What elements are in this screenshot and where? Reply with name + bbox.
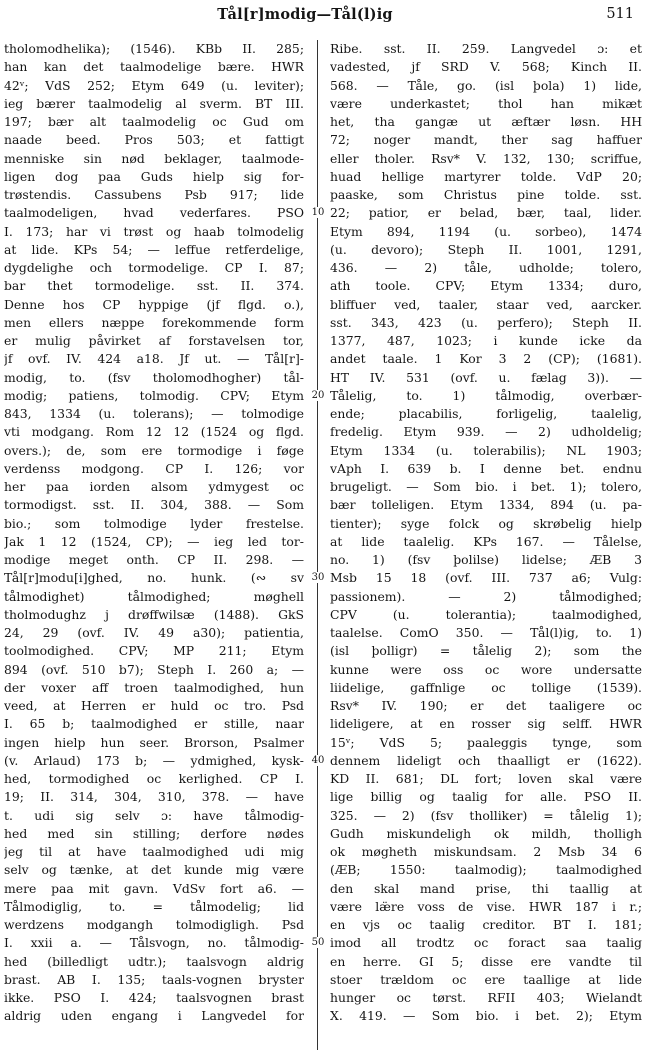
text-line: bær tolleligen. Etym 1334, 894 (u. pa- <box>330 497 642 513</box>
text-line: er mulig påvirket af forstavelsen tor, <box>4 333 304 348</box>
text-line: ath toole. CPV; Etym 1334; duro, <box>330 278 642 294</box>
text-line: hunger oc tørst. RFII 403; Wielandt <box>330 990 642 1005</box>
text-line: ok møgheth miskundsam. 2 Msb 34 6 <box>330 844 642 859</box>
text-line: bliffuer ved, taaler, staar ved, aarcker. <box>330 296 642 312</box>
text-line: være læ̈re voss de vise. HWR 187 i r.; <box>330 898 642 914</box>
text-line: vAph I. 639 b. I denne bet. endnu <box>330 460 642 476</box>
text-line: eller tholer. Rsv* V. 132, 130; scriffue, <box>330 150 642 166</box>
text-line: dennem lideligt och thaalligt er (1622). <box>330 752 642 768</box>
line-number-marker: 50 <box>307 937 329 948</box>
text-line: bio.; som tolmodige lyder frestelse. <box>4 515 304 531</box>
text-line: den skal mand prise, thi taallig at <box>330 880 642 896</box>
page-number: 511 <box>606 6 634 22</box>
text-line: liidelige, gaffnlige oc tollige (1539). <box>330 679 642 695</box>
text-line: Denne hos CP hyppige (jf flgd. o.), <box>4 296 304 312</box>
text-line: passionem). — 2) tålmodighed; <box>330 588 642 604</box>
text-line: huad hellige martyrer tolde. VdP 20; <box>330 168 642 184</box>
text-line: ieg bærer taalmodelig al sverm. BT III. <box>4 95 304 111</box>
text-line: 24, 29 (ovf. IV. 49 a30); patientia, <box>4 625 304 640</box>
text-line: dygdelighe och tormodelige. CP I. 87; <box>4 260 304 275</box>
text-line: 894 (ovf. 510 b7); Steph I. 260 a; — <box>4 661 304 677</box>
text-line: tålmodighet) tålmodighed; møghell <box>4 588 304 604</box>
text-line: brast. AB I. 135; taals-vognen bryster <box>4 971 304 987</box>
text-line: (ÆB; 1550: taalmodig); taalmodighed <box>330 862 642 878</box>
text-line: modige meget onth. CP II. 298. — <box>4 552 304 567</box>
running-head: Tål[r]modig—Tål(l)ig <box>217 6 393 23</box>
text-line: paaske, som Christus pine tolde. sst. <box>330 187 642 202</box>
text-line: 436. — 2) tåle, udholde; tolero, <box>330 260 642 275</box>
text-line: bar thet tormodelige. sst. II. 374. <box>4 278 304 294</box>
text-line: I. 173; har vi trøst og haab tolmodelig <box>4 223 304 239</box>
text-line: modig; patiens, tolmodig. CPV; Etym <box>4 387 304 403</box>
text-line: tholomodhelika); (1546). KBb II. 285; <box>4 41 304 56</box>
text-line: (u. devoro); Steph II. 1001, 1291, <box>330 241 642 257</box>
text-line: 15ᵛ; VdS 5; paaleggis tynge, som <box>330 734 642 750</box>
text-line: brugeligt. — Som bio. i bet. 1); tolero, <box>330 479 642 494</box>
text-line: trøstendis. Cassubens Psb 917; lide <box>4 187 304 202</box>
text-line: toolmodighed. CPV; MP 211; Etym <box>4 643 304 659</box>
text-line: han kan det taalmodelige bære. HWR <box>4 59 304 75</box>
text-line: stoer trældom oc ere taallige at lide <box>330 971 642 987</box>
text-line: jf ovf. IV. 424 a18. Jf ut. — Tål[r]- <box>4 351 304 367</box>
text-line: Etym 894, 1194 (u. sorbeo), 1474 <box>330 223 642 239</box>
text-line: taalmodeligen, hvad vederfares. PSO <box>4 205 304 221</box>
text-line: 843, 1334 (u. tolerans); — tolmodige <box>4 406 304 421</box>
text-line: (isl þolligr) = tålelig 2); som the <box>330 643 642 659</box>
text-line: der voxer aff troen taalmodighed, hun <box>4 679 304 695</box>
text-line: 197; bær alt taalmodelig oc Gud om <box>4 114 304 129</box>
text-line: overs.); de, som ere tormodige i føge <box>4 442 304 458</box>
text-line: modig, to. (fsv tholomodhogher) tål- <box>4 369 304 385</box>
line-number-marker: 40 <box>307 755 329 766</box>
text-line: t. udi sig selv ɔ: have tålmodig- <box>4 807 304 823</box>
text-line: I. xxii a. — Tålsvogn, no. tålmodig- <box>4 935 304 951</box>
text-line: 72; noger mandt, ther sag haffuer <box>330 132 642 148</box>
text-line: imod all trodtz oc foract saa taalig <box>330 935 642 951</box>
text-line: være underkastet; thol han mikæt <box>330 95 642 111</box>
text-line: at lide. KPs 54; — leffue retferdelige, <box>4 241 304 257</box>
text-line: ingen hielp hun seer. Brorson, Psalmer <box>4 734 304 750</box>
right-column <box>330 40 642 1026</box>
text-line: mere paa mit gavn. VdSv fort a6. — <box>4 880 304 896</box>
text-line: aldrig uden engang i Langvedel for <box>4 1008 304 1024</box>
text-line: jeg til at have taalmodighed udi mig <box>4 844 304 859</box>
text-line: naade beed. Pros 503; et fattigt <box>4 132 304 148</box>
text-line: taalelse. ComO 350. — Tål(l)ig, to. 1) <box>330 625 642 640</box>
text-line: tholmodughz j drøffwilsæ (1488). GkS <box>4 606 304 622</box>
text-line: ende; placabilis, forligelig, taalelig, <box>330 406 642 421</box>
text-line: Tål[r]modu[i]ghed, no. hunk. (∾ sv <box>4 570 304 586</box>
text-line: werdzens modgangh tolmodigligh. Psd <box>4 917 304 932</box>
text-line: fredelig. Etym 939. — 2) udholdelig; <box>330 424 642 440</box>
text-line: hed (billedligt udtr.); taalsvogn aldrig <box>4 953 304 969</box>
text-line: Rsv* IV. 190; er det taaligere oc <box>330 698 642 713</box>
text-line: lige billig og taalig for alle. PSO II. <box>330 789 642 805</box>
text-line: (v. Arlaud) 173 b; — ydmighed, kysk- <box>4 752 304 768</box>
text-line: Etym 1334 (u. tolerabilis); NL 1903; <box>330 442 642 458</box>
text-line: her paa iorden alsom ydmygest oc <box>4 479 304 494</box>
text-line: en vjs oc taalig creditor. BT I. 181; <box>330 917 642 932</box>
text-line: vadested, jf SRD V. 568; Kinch II. <box>330 59 642 75</box>
text-line: tormodigst. sst. II. 304, 388. — Som <box>4 497 304 513</box>
text-line: Tålmodiglig, to. = tålmodelig; lid <box>4 898 304 914</box>
page-header <box>0 4 648 26</box>
text-line: 19; II. 314, 304, 310, 378. — have <box>4 789 304 805</box>
text-line: sst. 343, 423 (u. perfero); Steph II. <box>330 314 642 330</box>
text-line: Ribe. sst. II. 259. Langvedel ɔ: et <box>330 41 642 56</box>
text-line: vti modgang. Rom 12 12 (1524 og flgd. <box>4 424 304 440</box>
column-divider <box>317 40 318 1050</box>
text-line: men ellers næppe forekommende form <box>4 314 304 330</box>
text-line: X. 419. — Som bio. i bet. 2); Etym <box>330 1008 642 1024</box>
line-number-marker: 30 <box>307 572 329 583</box>
text-line: Gudh miskundeligh ok mildh, tholligh <box>330 825 642 841</box>
text-line: 568. — Tåle, go. (isl þola) 1) lide, <box>330 77 642 93</box>
text-line: CPV (u. tolerantia); taalmodighed, <box>330 606 642 622</box>
text-line: tienter); syge folck og skrøbelig hielp <box>330 515 642 531</box>
text-line: selv og tænke, at det kunde mig være <box>4 862 304 878</box>
text-line: kunne were oss oc wore undersatte <box>330 661 642 677</box>
text-line: no. 1) (fsv þolilse) lidelse; ÆB 3 <box>330 552 642 567</box>
text-line: Msb 15 18 (ovf. III. 737 a6; Vulg: <box>330 570 642 586</box>
text-line: veed, at Herren er huld oc tro. Psd <box>4 698 304 713</box>
text-line: verdenss modgong. CP I. 126; vor <box>4 460 304 476</box>
text-line: 1377, 487, 1023; i kunde icke da <box>330 333 642 348</box>
text-line: hed med sin stilling; derfore nødes <box>4 825 304 841</box>
text-line: andet taale. 1 Kor 3 2 (CP); (1681). <box>330 351 642 367</box>
text-line: ligen dog paa Guds hielp sig for- <box>4 168 304 184</box>
text-line: Tålelig, to. 1) tålmodig, overbær- <box>330 387 642 403</box>
text-line: menniske sin nød beklager, taalmode- <box>4 150 304 166</box>
text-line: 22; patior, er belad, bær, taal, lider. <box>330 205 642 221</box>
line-number-marker: 20 <box>307 390 329 401</box>
text-line: Jak 1 12 (1524, CP); — ieg led tor- <box>4 533 304 549</box>
text-line: 325. — 2) (fsv tholliker) = tålelig 1); <box>330 807 642 823</box>
text-line: het, tha gangæ ut æftær løsn. HH <box>330 114 642 129</box>
text-line: lideligere, at en rosser sig selff. HWR <box>330 716 642 732</box>
text-line: HT IV. 531 (ovf. u. fælag 3)). — <box>330 369 642 385</box>
text-line: I. 65 b; taalmodighed er stille, naar <box>4 716 304 732</box>
text-line: hed, tormodighed oc kerlighed. CP I. <box>4 771 304 786</box>
text-line: at lide taalelig. KPs 167. — Tålelse, <box>330 533 642 549</box>
line-number-marker: 10 <box>307 207 329 218</box>
text-line: en herre. GI 5; disse ere vandte til <box>330 953 642 969</box>
left-column <box>4 40 304 1026</box>
text-line: 42ᵛ; VdS 252; Etym 649 (u. leviter); <box>4 77 304 93</box>
text-line: KD II. 681; DL fort; loven skal være <box>330 771 642 786</box>
text-line: ikke. PSO I. 424; taalsvognen brast <box>4 990 304 1005</box>
